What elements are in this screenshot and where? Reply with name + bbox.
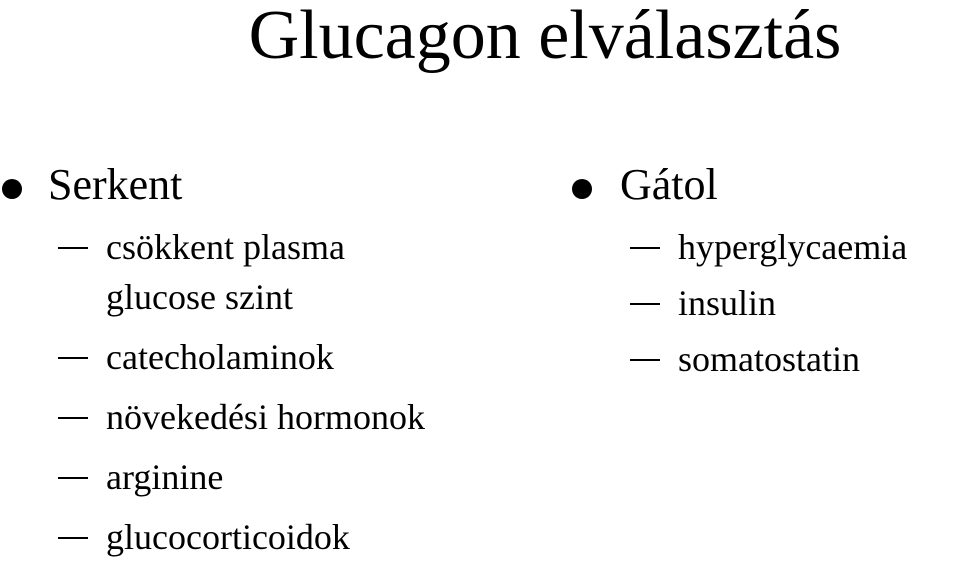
stimulates-heading-label: Serkent bbox=[48, 160, 183, 209]
dash-icon bbox=[58, 417, 88, 419]
dash-icon bbox=[630, 303, 660, 305]
dash-icon bbox=[58, 537, 88, 539]
inhibits-heading-label: Gátol bbox=[620, 160, 718, 209]
stimulates-heading bbox=[0, 160, 520, 210]
list-item bbox=[0, 392, 520, 442]
bullet-dot-icon bbox=[572, 179, 592, 199]
list-item-text: hyperglycaemia bbox=[678, 227, 908, 267]
list-item bbox=[0, 332, 520, 382]
inhibits-heading bbox=[570, 160, 960, 210]
list-item bbox=[570, 222, 960, 272]
list-item-text: catecholaminok bbox=[106, 337, 334, 377]
bullet-dot-icon bbox=[2, 179, 22, 199]
dash-icon bbox=[58, 357, 88, 359]
list-item bbox=[570, 334, 960, 384]
list-item-text: glucocorticoidok bbox=[106, 517, 350, 557]
list-item bbox=[0, 222, 520, 322]
dash-icon bbox=[630, 359, 660, 361]
list-item-text: somatostatin bbox=[678, 339, 860, 379]
list-item-text: arginine bbox=[106, 457, 224, 497]
list-item bbox=[0, 512, 520, 562]
dash-icon bbox=[630, 247, 660, 249]
list-item-text: insulin bbox=[678, 283, 777, 323]
stimulates-list bbox=[0, 222, 520, 562]
dash-icon bbox=[58, 247, 88, 249]
list-item bbox=[570, 278, 960, 328]
stimulates-column bbox=[0, 160, 520, 562]
list-item-text: csökkent plasma glucose szint bbox=[106, 227, 345, 317]
list-item-text: növekedési hormonok bbox=[106, 397, 425, 437]
inhibits-list bbox=[570, 222, 960, 384]
inhibits-column bbox=[570, 160, 960, 384]
slide-title: Glucagon elválasztás bbox=[248, 0, 842, 74]
dash-icon bbox=[58, 477, 88, 479]
list-item bbox=[0, 452, 520, 502]
